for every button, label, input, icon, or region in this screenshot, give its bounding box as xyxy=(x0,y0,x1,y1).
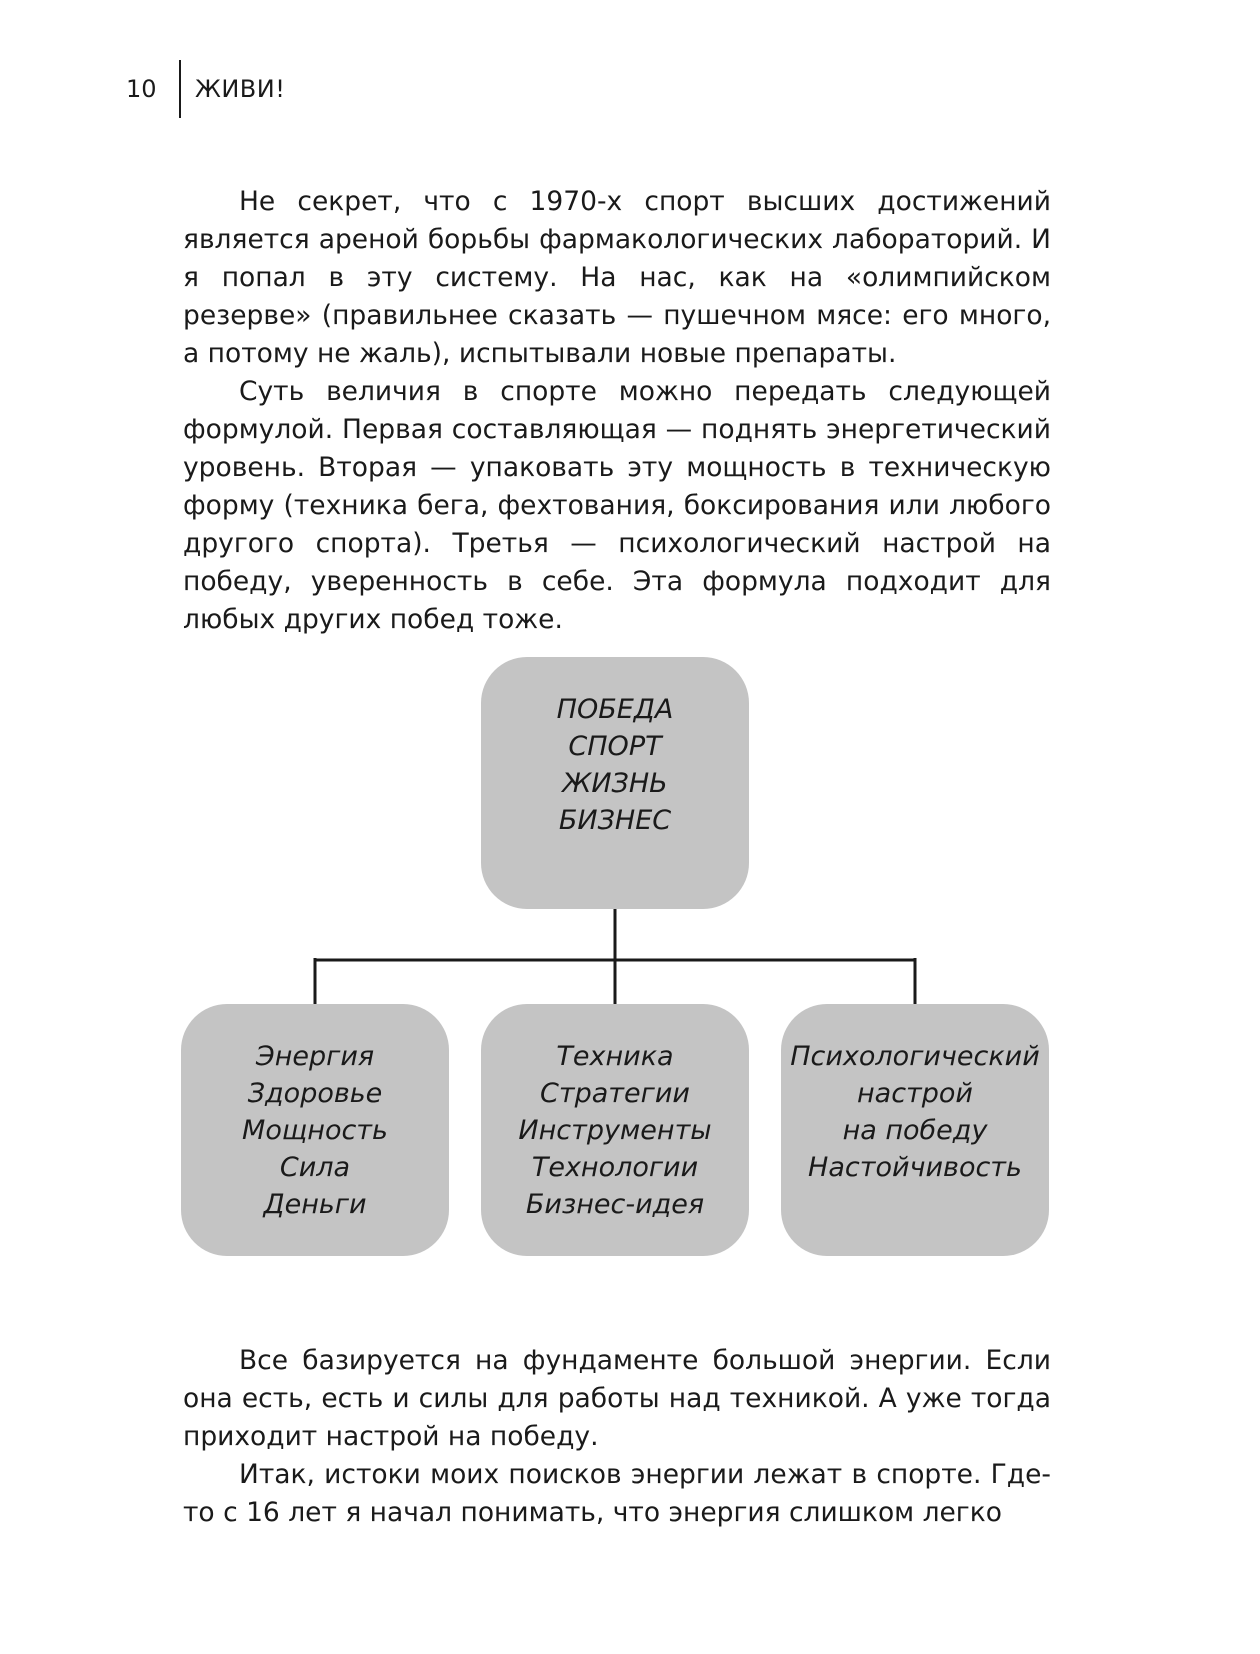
box-line: Энергия xyxy=(255,1040,375,1072)
box-line: Здоровье xyxy=(247,1077,383,1109)
box-line: Техника xyxy=(556,1040,674,1072)
diagram-box-technique xyxy=(481,1004,749,1256)
box-line: на победу xyxy=(842,1115,988,1146)
page-number: 10 xyxy=(126,75,157,103)
paragraph: Не секрет, что с 1970-х спорт высших достижений является ареной борьбы фармакологических лабораторий. И я попал в эту систему. На нас, как на «олимпийском резерве» (правильнее сказать — пушечном мясе: его много, а потому не жаль), испытывали новые препараты. xyxy=(183,186,1051,369)
body-text-top xyxy=(183,183,1051,639)
diagram-box-energy xyxy=(181,1004,449,1256)
box-line: настрой xyxy=(857,1078,973,1109)
body-text-bottom xyxy=(183,1342,1051,1532)
box-line: ПОБЕДА xyxy=(556,694,674,725)
box-line: СПОРТ xyxy=(568,731,662,762)
box-line: Бизнес-идея xyxy=(525,1188,705,1220)
diagram-box-psychology xyxy=(781,1004,1049,1256)
box-line: Технологии xyxy=(531,1151,699,1183)
box-line: Мощность xyxy=(242,1114,388,1146)
box-line: Психологический xyxy=(790,1041,1040,1072)
paragraph: Итак, истоки моих поисков энергии лежат в спорте. Где-то с 16 лет я начал понимать, что энергия слишком легко xyxy=(183,1459,1051,1528)
box-line: Стратегии xyxy=(540,1077,690,1109)
box-line: Инструменты xyxy=(518,1114,712,1146)
box-line: Деньги xyxy=(263,1188,367,1220)
box-line: ЖИЗНЬ xyxy=(562,768,668,799)
diagram-box-top xyxy=(481,657,749,909)
paragraph: Все базируется на фундаменте большой энергии. Если она есть, есть и силы для работы над техникой. А уже тогда приходит настрой на победу. xyxy=(183,1345,1051,1452)
paragraph: Суть величия в спорте можно передать следующей формулой. Первая составляющая — поднять энергетический уровень. Вторая — упаковать эту мощность в техническую форму (техника бега, фехтования, боксирования или любого другого спорта). Третья — психологический настрой на победу, уверенность в себе. Эта формула подходит для любых других побед тоже. xyxy=(183,376,1051,635)
running-title: ЖИВИ! xyxy=(195,75,286,103)
box-line: Сила xyxy=(279,1151,351,1183)
header-divider xyxy=(179,60,181,118)
box-line: БИЗНЕС xyxy=(558,805,672,836)
box-line: Настойчивость xyxy=(808,1152,1022,1183)
